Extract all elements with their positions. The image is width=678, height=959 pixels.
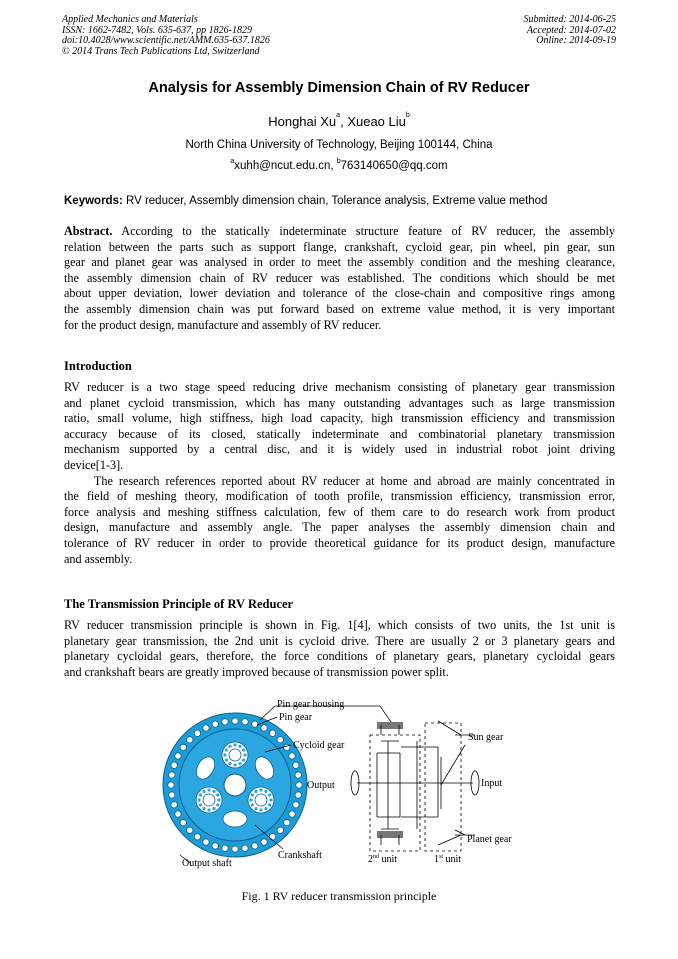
label-output: Output xyxy=(307,780,335,791)
pin-gear-pin xyxy=(296,782,302,788)
label-first-unit: 1st unit xyxy=(434,854,462,865)
submitted-date: Submitted: 2014-06-25 xyxy=(523,14,616,25)
email-superscript: a xyxy=(230,158,235,165)
rv-reducer-figure xyxy=(155,695,535,870)
label-pin-gear: Pin gear xyxy=(279,712,313,723)
pin-gear-pin xyxy=(180,744,186,750)
abstract-line: about upper deviation, lower deviation and tolerance of the close-chain and compositive rings among xyxy=(64,286,615,301)
abstract-line: for the product design, manufacture and assembly of RV reducer. xyxy=(64,317,382,332)
pin-gear-pin xyxy=(212,843,218,849)
pin-gear-pin xyxy=(242,719,248,725)
affiliation: North China University of Technology, Beijing 100144, China xyxy=(185,139,493,151)
paragraph-line: and planet cycloid transmission, which has many outstanding advantages such as large transmission xyxy=(64,395,615,410)
email-link[interactable]: xuhh@ncut.edu.cn, xyxy=(234,160,337,172)
label-output-shaft: Output shaft xyxy=(182,858,232,869)
abstract xyxy=(64,224,615,333)
author-superscript: b xyxy=(405,112,410,119)
keywords xyxy=(64,195,624,207)
crankshaft-bearing xyxy=(222,742,248,768)
pin-gear-pin xyxy=(261,839,267,845)
center-bore xyxy=(224,774,246,796)
abstract-line: the assembly dimension chain of RV reducer was established. The conditions which should be met xyxy=(64,270,615,285)
crankshaft-bearing xyxy=(196,787,222,813)
pin-gear-pin xyxy=(169,772,175,778)
abstract-label: Abstract. xyxy=(64,224,113,238)
intro-paragraph-1 xyxy=(64,380,615,567)
label-second-unit: 2nd unit xyxy=(368,854,398,865)
pin-gear-pin xyxy=(295,772,301,778)
keywords-text: RV reducer, Assembly dimension chain, Tolerance analysis, Extreme value method xyxy=(122,195,548,207)
pin-gear-pin xyxy=(212,721,218,727)
pin-gear-pin xyxy=(261,725,267,731)
pin-gear-pin xyxy=(269,834,275,840)
paper-title: Analysis for Assembly Dimension Chain of RV Reducer xyxy=(148,80,530,96)
paragraph-line: design, manufacture and assembly angle. The paper analyses the assembly dimension chain and xyxy=(64,520,615,535)
pin-gear-pin xyxy=(269,730,275,736)
paragraph-line: the field of meshing theory, modification of tooth profile, transmission efficiency, transmission error, xyxy=(64,489,615,504)
online-date: Online: 2014-09-19 xyxy=(536,35,616,46)
label-input: Input xyxy=(481,778,503,789)
paragraph-line: mechanism supported by a central disc, and it is widely used in industrial robot joint driving xyxy=(64,442,615,457)
pin-gear-pin xyxy=(175,753,181,759)
pin-gear-pin xyxy=(180,819,186,825)
crankshaft-bearing xyxy=(248,787,274,813)
pin-gear-pin xyxy=(289,811,295,817)
paragraph-line: and crankshaft bears are greatly improved because of transmission power split. xyxy=(64,664,449,679)
label-pin-gear-housing: Pin gear housing xyxy=(277,699,345,710)
keywords-label: Keywords: xyxy=(64,195,123,207)
reducer-cross-section xyxy=(163,713,307,857)
transmission-paragraph xyxy=(64,618,615,680)
pin-gear-pin xyxy=(194,730,200,736)
author-list xyxy=(0,114,678,129)
section-heading-transmission: The Transmission Principle of RV Reducer xyxy=(64,597,294,611)
paragraph-line: force analysis and meshing stiffness calculation, few of them care to do research work from product xyxy=(64,504,615,519)
abstract-line: Abstract. According to the statically indeterminate structure feature of RV reducer, the assembly xyxy=(64,224,615,238)
pin-gear-pin xyxy=(284,744,290,750)
pin-gear-pin xyxy=(187,827,193,833)
pin-gear-pin xyxy=(175,811,181,817)
paragraph-line: and assembly. xyxy=(64,551,133,566)
pin-gear-pin xyxy=(168,782,174,788)
pin-gear-pin xyxy=(252,843,258,849)
pin-gear-pin xyxy=(252,721,258,727)
pin-gear-pin xyxy=(203,725,209,731)
label-cycloid-gear: Cycloid gear xyxy=(293,740,345,751)
paragraph-line: planetary cycloidal gears, therefore, the force conditions of planetary gears, planetary cycloidal gears xyxy=(64,649,615,664)
journal-copyright: © 2014 Trans Tech Publications Ltd, Switzerland xyxy=(62,45,260,57)
journal-info xyxy=(62,15,270,57)
email-superscript: b xyxy=(336,158,341,165)
abstract-line: the assembly dimension chain was put forward based on extreme value method, it is very important xyxy=(64,301,615,316)
label-planet-gear: Planet gear xyxy=(467,834,512,845)
pin-gear-pin xyxy=(293,762,299,768)
pin-gear-pin xyxy=(222,719,228,725)
paragraph-line: The research references reported about RV reducer at home and abroad are mainly concentrated in xyxy=(64,473,615,488)
paragraph-line: RV reducer transmission principle is shown in Fig. 1[4], which consists of two units, the 1st unit is xyxy=(64,618,615,632)
paragraph-line: accuracy because of its closed, statically indeterminate and combinatorial planetary transmission xyxy=(64,426,615,441)
pin-gear-pin xyxy=(295,792,301,798)
submission-dates xyxy=(524,15,617,47)
pin-gear-pin xyxy=(171,762,177,768)
author-separator: , xyxy=(340,114,348,129)
label-sun-gear: Sun gear xyxy=(468,732,504,743)
paragraph-line: planetary gear transmission, the 2nd unit is cycloid drive. There are usually 2 or 3 planetary gears and xyxy=(64,633,615,648)
section-heading-introduction: Introduction xyxy=(64,359,132,373)
pin-gear-pin xyxy=(232,718,238,724)
email-link[interactable]: 763140650@qq.com xyxy=(340,160,448,172)
pin-gear-pin xyxy=(284,819,290,825)
pin-gear-pin xyxy=(187,737,193,743)
paragraph-line: RV reducer is a two stage speed reducing drive mechanism consisting of planetary gear transmission xyxy=(64,380,615,394)
transmission-schematic xyxy=(351,721,479,851)
accepted-date: Accepted: 2014-07-02 xyxy=(526,24,616,36)
author-emails xyxy=(0,160,678,172)
pin-gear-pin xyxy=(194,834,200,840)
pin-gear-pin xyxy=(289,753,295,759)
author-name: Honghai Xu xyxy=(268,114,337,129)
paragraph-line: tolerance of RV reducer in order to provide theoretical guidance for its product design, manufacture xyxy=(64,535,615,550)
pin-gear-pin xyxy=(242,845,248,851)
pin-gear-pin xyxy=(293,802,299,808)
cycloid-window xyxy=(223,811,247,827)
pin-gear-pin xyxy=(171,802,177,808)
abstract-line: relation between the parts such as support flange, crankshaft, cycloid gear, pin wheel, pin gear, sun xyxy=(64,239,615,254)
journal-issn: ISSN: 1662-7482, Vols. 635-637, pp 1826-1829 xyxy=(62,24,252,36)
pin-gear-pin xyxy=(277,827,283,833)
figure-caption: Fig. 1 RV reducer transmission principle xyxy=(241,889,437,903)
journal-name: Applied Mechanics and Materials xyxy=(62,14,198,25)
journal-doi: doi:10.4028/www.scientific.net/AMM.635-637.1826 xyxy=(62,35,270,46)
pin-gear-pin xyxy=(222,845,228,851)
abstract-line: gear and planet gear was analysed in order to meet the assembly condition and the meshing clearance, xyxy=(64,255,615,270)
author-name: Xueao Liu xyxy=(347,114,406,129)
pin-gear-pin xyxy=(232,846,238,852)
author-superscript: a xyxy=(336,112,341,119)
label-crankshaft: Crankshaft xyxy=(278,850,322,861)
pin-gear-pin xyxy=(169,792,175,798)
paragraph-line: ratio, small volume, high stiffness, high load capacity, high transmission efficiency and transmission xyxy=(64,411,615,426)
paragraph-line: device[1-3]. xyxy=(64,457,124,472)
pin-gear-pin xyxy=(277,737,283,743)
pin-gear-pin xyxy=(203,839,209,845)
